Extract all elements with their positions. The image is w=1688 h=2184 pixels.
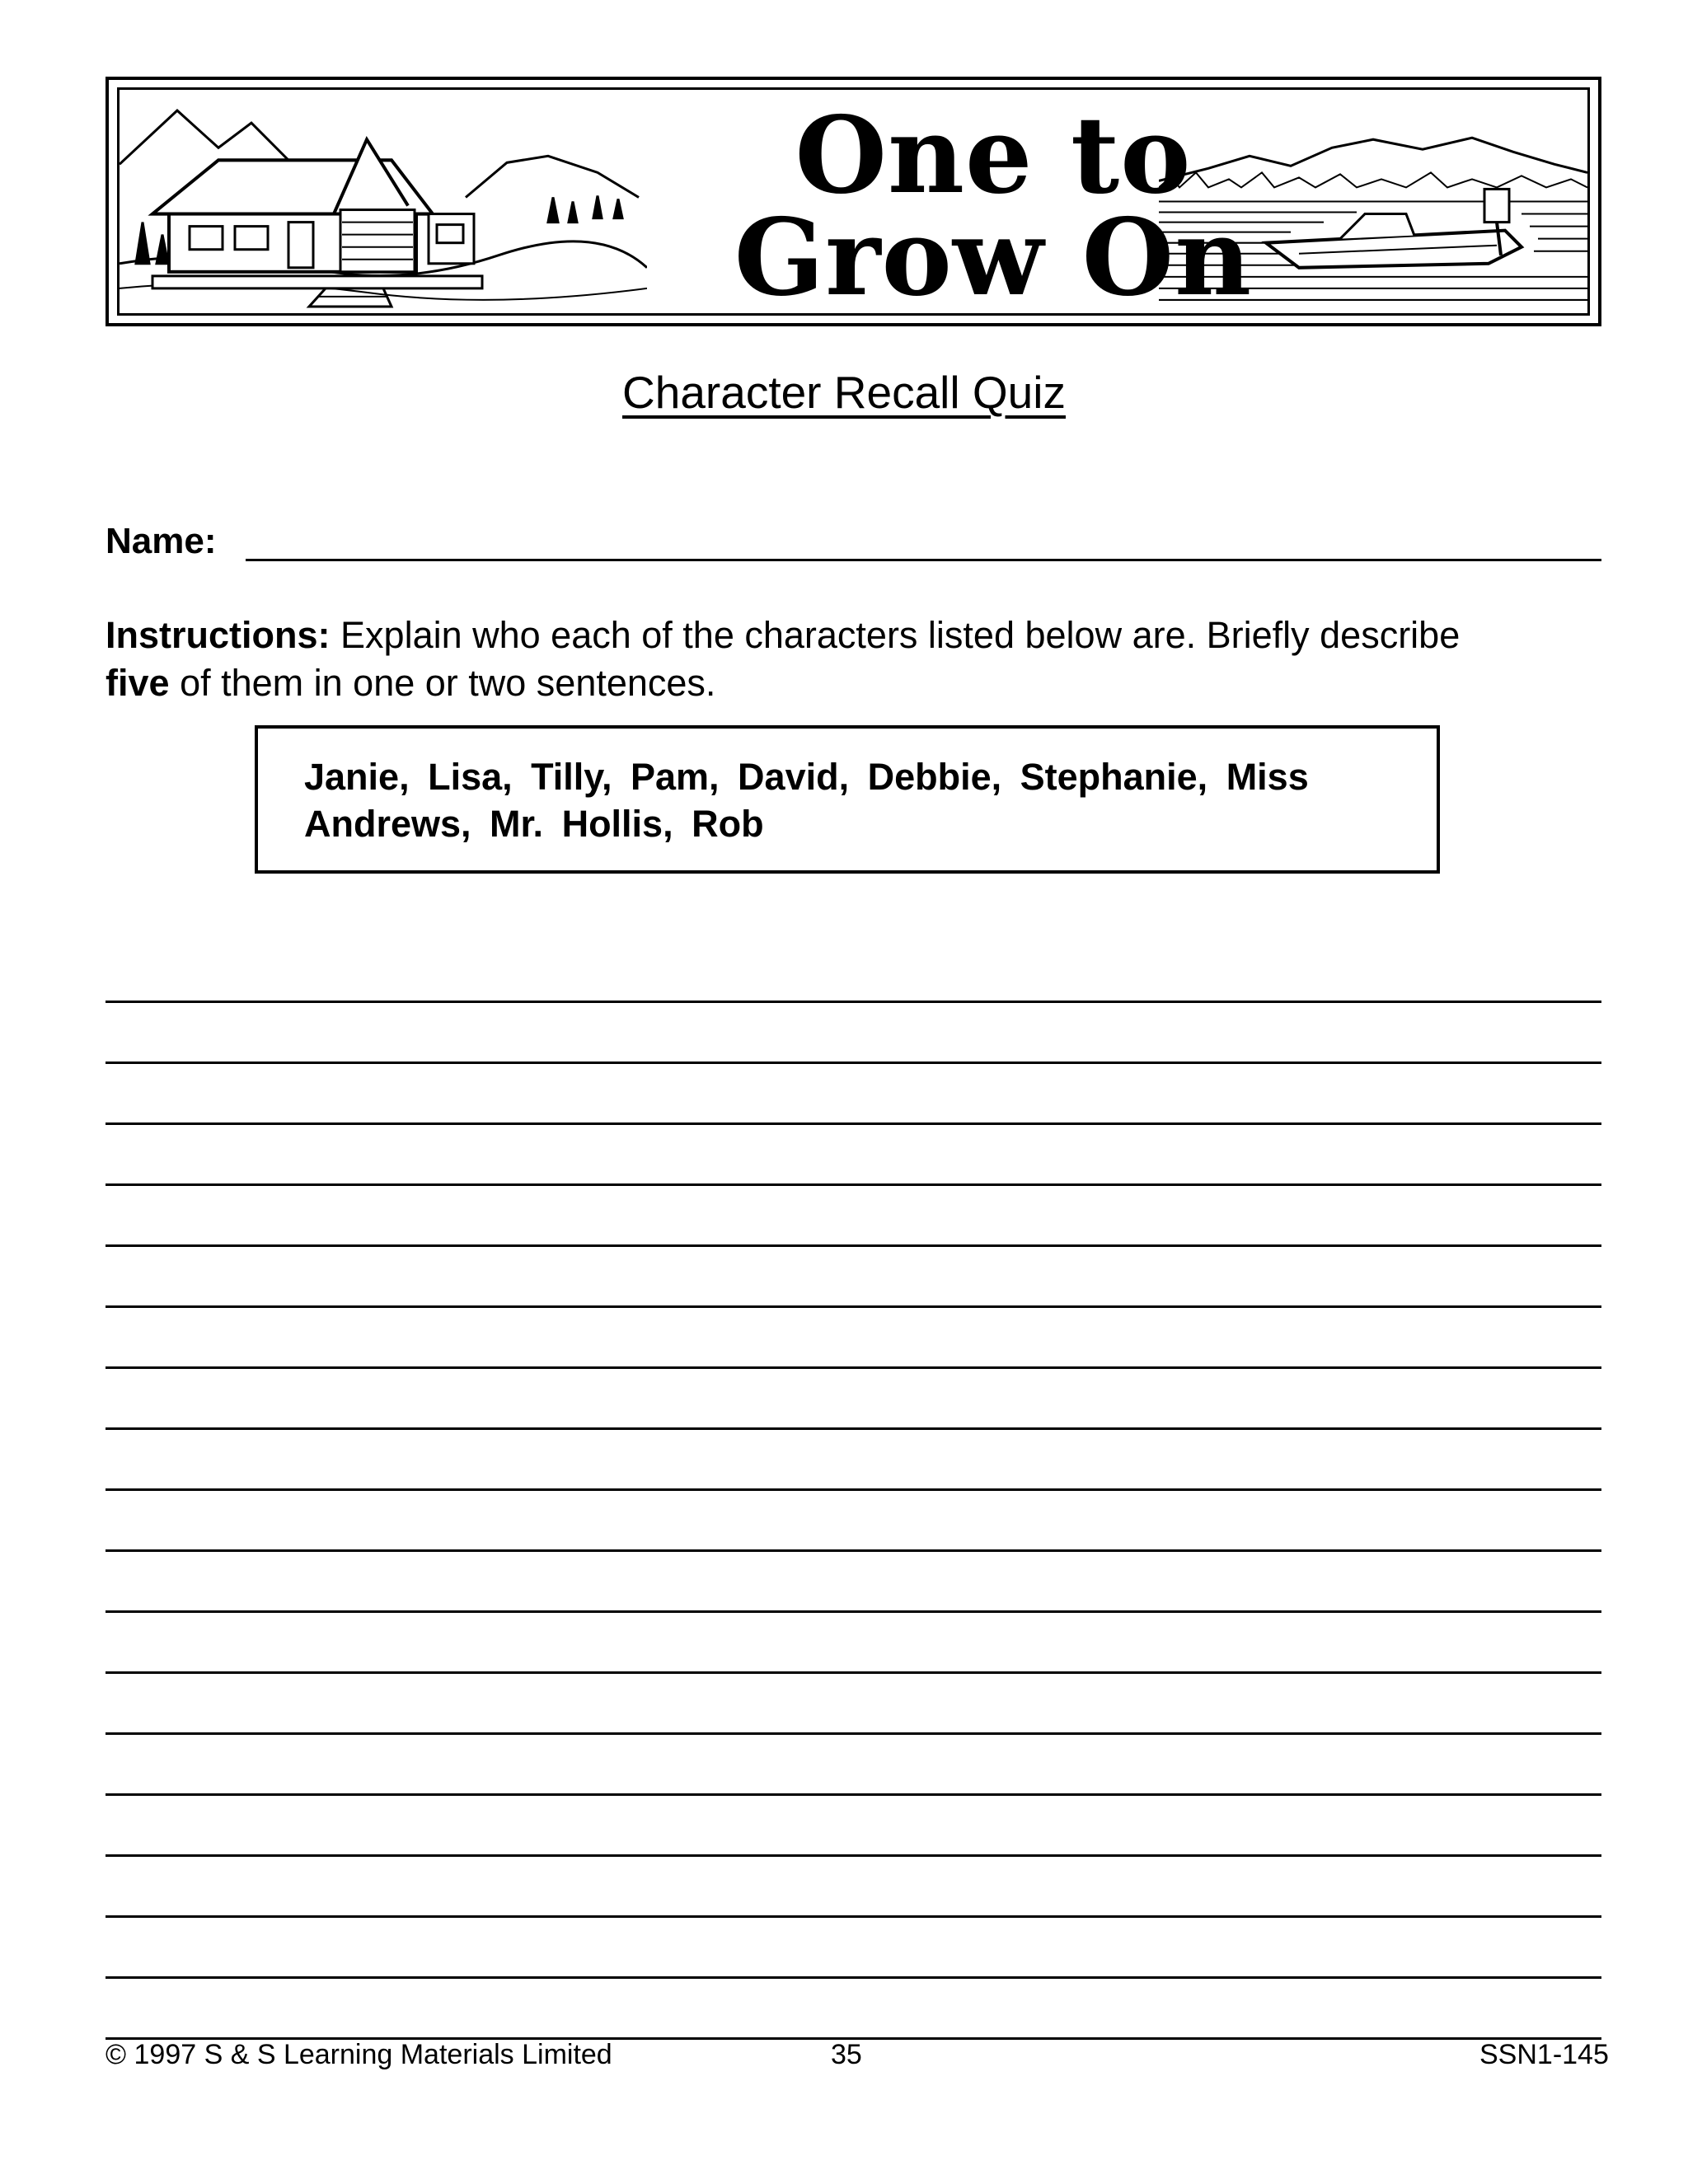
- motorboat-lake-illustration: [1159, 90, 1587, 313]
- writing-line[interactable]: [106, 1796, 1601, 1857]
- instructions-label: Instructions:: [106, 614, 331, 656]
- banner-inner-frame: [117, 87, 1590, 316]
- name-row: [106, 521, 1601, 579]
- writing-line[interactable]: [106, 1430, 1601, 1491]
- writing-line[interactable]: [106, 1003, 1601, 1064]
- character-list-box: [255, 725, 1440, 874]
- writing-line[interactable]: [106, 1918, 1601, 1979]
- instructions-emphasis: five: [106, 662, 170, 704]
- writing-line[interactable]: [106, 1674, 1601, 1735]
- name-label: Name:: [106, 521, 217, 561]
- quiz-title: Character Recall Quiz: [622, 367, 1066, 418]
- writing-line[interactable]: [106, 1064, 1601, 1125]
- writing-line[interactable]: [106, 1247, 1601, 1308]
- banner-title-line-1: One to: [795, 94, 1192, 218]
- footer-copyright: © 1997 S & S Learning Materials Limited: [106, 2039, 612, 2070]
- instructions: [106, 612, 1523, 707]
- banner-title-line-2: Grow On: [734, 196, 1253, 316]
- writing-line[interactable]: [106, 1979, 1601, 2040]
- writing-line[interactable]: [106, 1613, 1601, 1674]
- writing-line[interactable]: [106, 1369, 1601, 1430]
- writing-line[interactable]: [106, 1552, 1601, 1613]
- writing-line[interactable]: [106, 1735, 1601, 1796]
- footer-page-number: 35: [831, 2039, 862, 2070]
- writing-line[interactable]: [106, 1125, 1601, 1186]
- name-field[interactable]: [246, 559, 1601, 561]
- cabin-landscape-illustration: [120, 90, 647, 313]
- writing-line[interactable]: [106, 1186, 1601, 1247]
- instructions-text-part1: Explain who each of the characters listed below are. Briefly describe: [340, 614, 1461, 656]
- writing-line[interactable]: [106, 1491, 1601, 1552]
- footer-code: SSN1-145: [1479, 2039, 1609, 2070]
- instructions-text-part2: of them in one or two sentences.: [180, 662, 716, 704]
- writing-line[interactable]: [106, 942, 1601, 1003]
- writing-line[interactable]: [106, 1857, 1601, 1918]
- character-list: Janie, Lisa, Tilly, Pam, David, Debbie, Stephanie, Miss Andrews, Mr. Hollis, Rob: [304, 756, 1309, 845]
- writing-line[interactable]: [106, 1308, 1601, 1369]
- title-banner: [106, 77, 1601, 326]
- answer-writing-lines: [106, 942, 1601, 2040]
